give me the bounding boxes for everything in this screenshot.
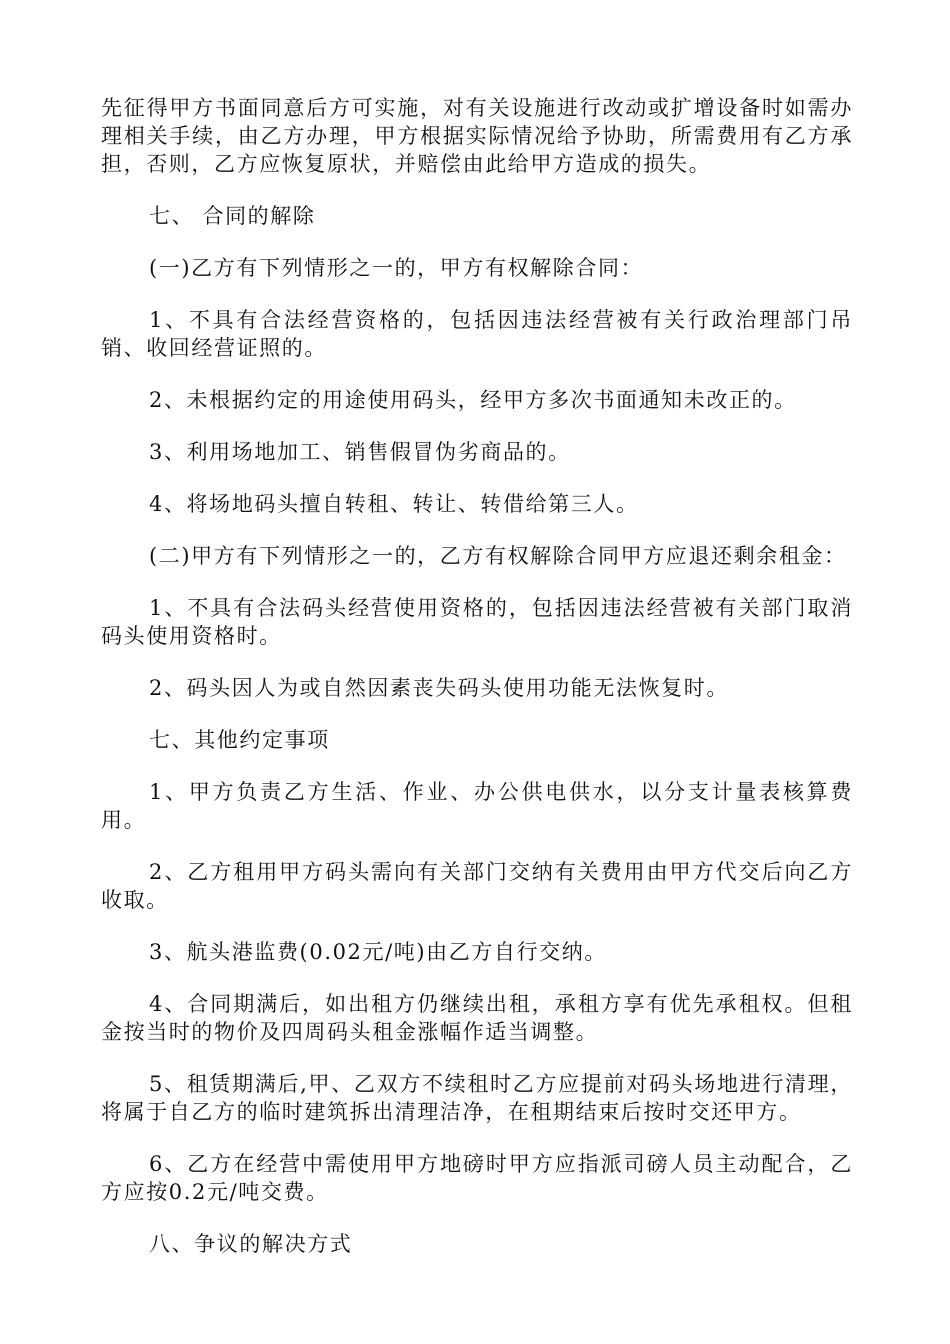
subheading-party-a-rights: (一)乙方有下列情形之一的，甲方有权解除合同： (149, 256, 644, 280)
list-item: 6、乙方在经营中需使用甲方地磅时甲方应指派司磅人员主动配合，乙方应按0.2元/吨交费。 (101, 1152, 853, 1204)
list-item: 2、未根据约定的用途使用码头，经甲方多次书面通知未改正的。 (149, 388, 797, 412)
list-item: 1、甲方负责乙方生活、作业、办公供电供水，以分支计量表核算费用。 (101, 780, 853, 832)
list-item: 1、不具有合法经营资格的，包括因违法经营被有关行政治理部门吊销、收回经营证照的。 (101, 308, 853, 360)
list-item: 4、合同期满后，如出租方仍继续出租，承租方享有优先承租权。但租金按当时的物价及四周码头租金涨幅作适当调整。 (101, 992, 853, 1044)
list-item: 2、乙方租用甲方码头需向有关部门交纳有关费用由甲方代交后向乙方收取。 (101, 860, 853, 912)
section-heading-termination: 七、 合同的解除 (149, 204, 316, 228)
list-item: 1、不具有合法码头经营使用资格的，包括因违法经营被有关部门取消码头使用资格时。 (101, 596, 853, 648)
document-body (101, 94, 853, 1282)
list-item: 3、利用场地加工、销售假冒伪劣商品的。 (149, 440, 571, 464)
paragraph-continuation: 先征得甲方书面同意后方可实施，对有关设施进行改动或扩增设备时如需办理相关手续，由乙方办理，甲方根据实际情况给予协助，所需费用有乙方承担，否则，乙方应恢复原状，并赔偿由此给甲方造成的损失。 (101, 96, 853, 176)
subheading-party-b-rights: (二)甲方有下列情形之一的，乙方有权解除合同甲方应退还剩余租金： (149, 544, 847, 568)
list-item: 2、码头因人为或自然因素丧失码头使用功能无法恢复时。 (149, 676, 729, 700)
section-heading-other-terms: 七、其他约定事项 (149, 728, 330, 752)
list-item: 5、租赁期满后,甲、乙双方不续租时乙方应提前对码头场地进行清理，将属于自乙方的临时建筑拆出清理洁净，在租期结束后按时交还甲方。 (101, 1072, 853, 1124)
list-item: 3、航头港监费(0.02元/吨)由乙方自行交纳。 (149, 940, 607, 964)
list-item: 4、将场地码头擅自转租、转让、转借给第三人。 (149, 492, 639, 516)
section-heading-dispute-resolution: 八、争议的解决方式 (149, 1232, 353, 1256)
